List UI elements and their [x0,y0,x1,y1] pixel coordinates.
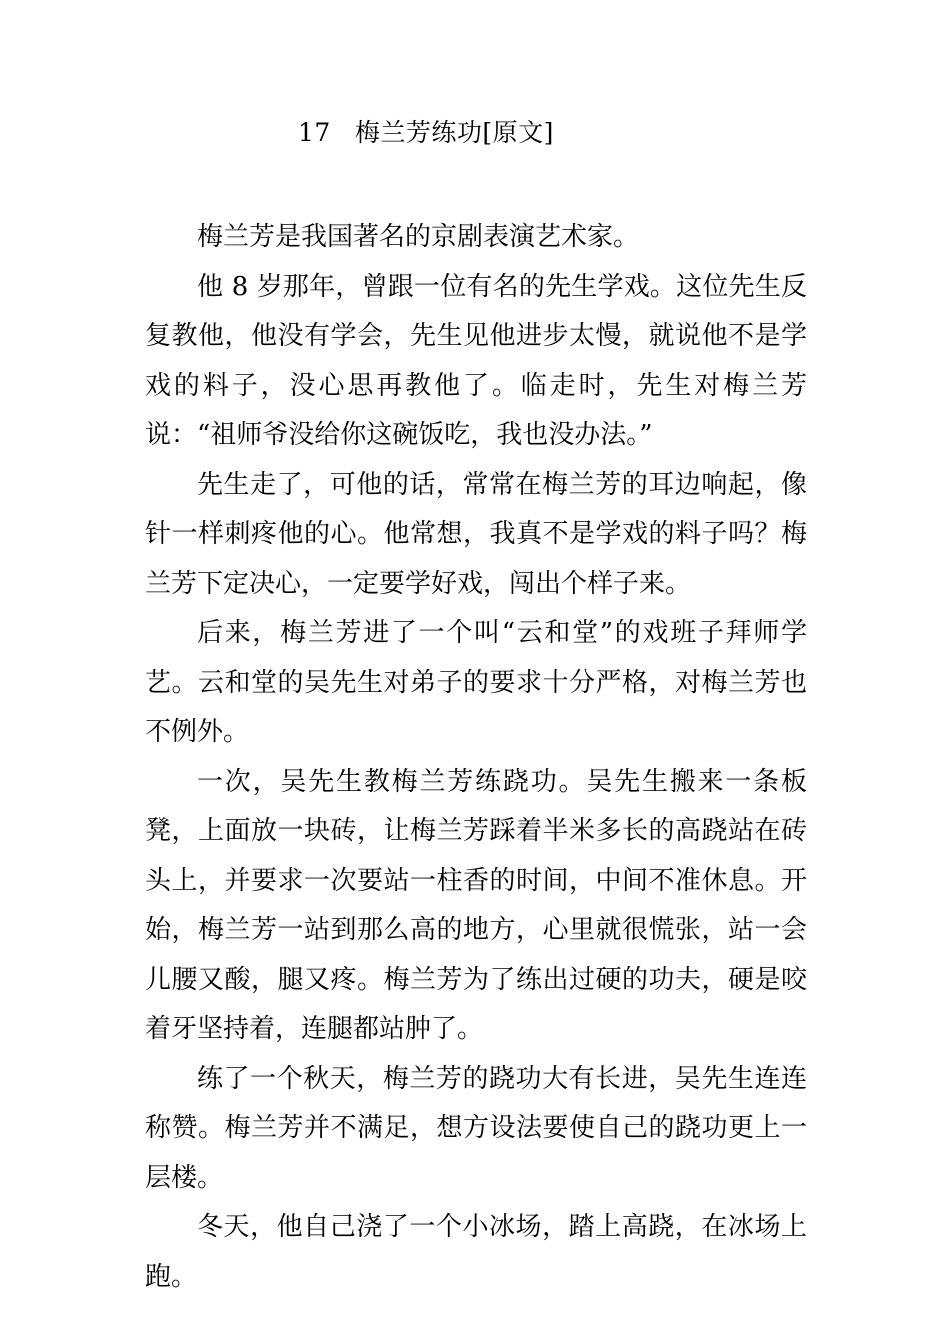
lesson-number: 17 [298,118,331,147]
lesson-title: 梅兰芳练功[原文] [354,118,554,147]
paragraph: 一次，吴先生教梅兰芳练跷功。吴先生搬来一条板凳，上面放一块砖，让梅兰芳踩着半米多长的高跷站在砖头上，并要求一次要站一柱香的时间，中间不准休息。开始，梅兰芳一站到那么高的地方，心里就很慌张，站一会儿腰又酸，腿又疼。梅兰芳为了练出过硬的功夫，硬是咬着牙坚持着，连腿都站肿了。 [145,766,807,1044]
paragraph: 练了一个秋天，梅兰芳的跷功大有长进，吴先生连连称赞。梅兰芳并不满足，想方设法要使自己的跷功更上一层楼。 [145,1063,807,1193]
page-title [298,113,554,153]
paragraph: 先生走了，可他的话，常常在梅兰芳的耳边响起，像针一样刺疼他的心。他常想，我真不是学戏的料子吗？梅兰芳下定决心，一定要学好戏，闯出个样子来。 [145,469,807,599]
paragraph: 冬天，他自己浇了一个小冰场，踏上高跷，在冰场上跑。 [145,1212,807,1292]
paragraph: 他 8 岁那年，曾跟一位有名的先生学戏。这位先生反复教他，他没有学会，先生见他进步太慢，就说他不是学戏的料子，没心思再教他了。临走时，先生对梅兰芳说：“祖师爷没给你这碗饭吃，我也没办法。” [145,271,807,450]
paragraph: 后来，梅兰芳进了一个叫“云和堂”的戏班子拜师学艺。云和堂的吴先生对弟子的要求十分严格，对梅兰芳也不例外。 [145,618,807,747]
article-body [145,213,807,1302]
paragraph: 梅兰芳是我国著名的京剧表演艺术家。 [197,222,640,252]
